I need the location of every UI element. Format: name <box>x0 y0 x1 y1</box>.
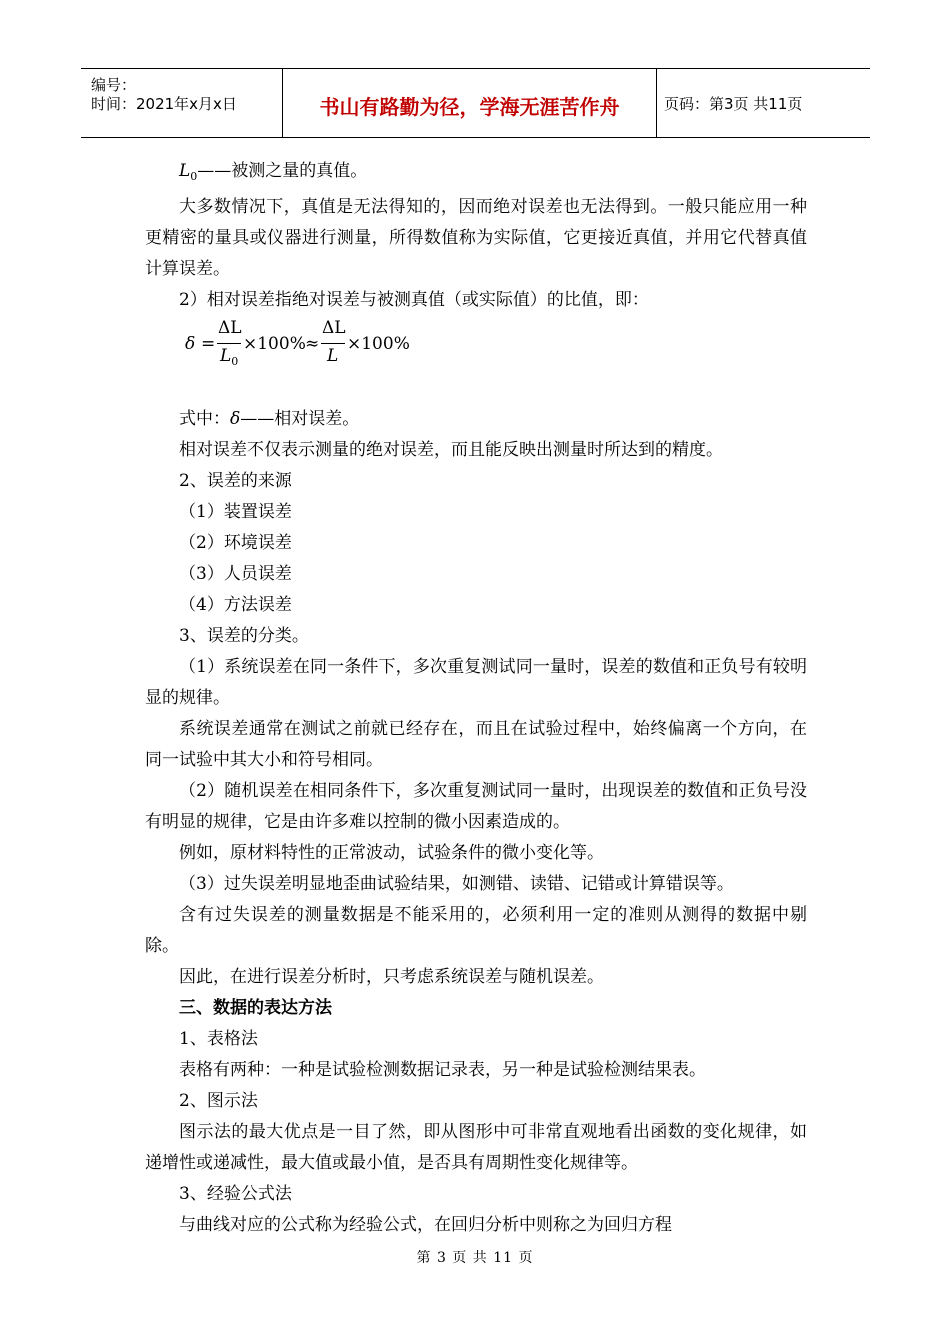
paragraph-gross-error: （3）过失误差明显地歪曲试验结果，如测错、读错、记错或计算错误等。 <box>179 874 734 894</box>
heading-empirical-formula: 3、经验公式法 <box>179 1184 292 1204</box>
formula-denominator-1: $L_0$ <box>220 346 239 368</box>
section-heading-data-expression: 三、数据的表达方法 <box>179 998 332 1018</box>
paragraph-table-method: 表格有两种：一种是试验检测数据记录表，另一种是试验检测结果表。 <box>179 1060 706 1080</box>
paragraph-precision: 相对误差不仅表示测量的绝对误差，而且能反映出测量时所达到的精度。 <box>179 440 723 460</box>
delta-definition: 式中：δ——相对误差。 <box>179 409 360 429</box>
paragraph-random-error: （2）随机误差在相同条件下，多次重复测试同一量时，出现误差的数值和正负号没有明显的规律，它是由许多难以控制的微小因素造成的。 <box>145 781 807 832</box>
header-right-cell <box>656 69 870 137</box>
page-footer: 第 3 页 共 11 页 <box>416 1250 534 1266</box>
formula-numerator-2: ΔL <box>322 318 346 338</box>
formula-numerator-1: ΔL <box>218 318 242 338</box>
header-page-label: 页码：第3页 共11页 <box>664 95 803 113</box>
formula-equals: = <box>201 334 216 354</box>
l0-definition: $L_0——$被测之量的真值。 <box>179 161 368 183</box>
paragraph-graph-method: 图示法的最大优点是一目了然，即从图形中可非常直观地看出函数的变化规律，如递增性或递减性，最大值或最小值，是否具有周期性变化规律等。 <box>145 1122 807 1173</box>
formula-times-1: ×100% <box>243 334 306 354</box>
relative-error-formula <box>145 318 807 374</box>
heading-graph-method: 2、图示法 <box>179 1091 258 1111</box>
paragraph-true-value: 大多数情况下，真值是无法得知的，因而绝对误差也无法得到。一般只能应用一种更精密的量具或仪器进行测量，所得数值称为实际值，它更接近真值，并用它代替真值计算误差。 <box>145 197 807 279</box>
paragraph-relative-error: 2）相对误差指绝对误差与被测真值（或实际值）的比值，即： <box>179 290 649 310</box>
formula-delta: δ <box>185 334 196 354</box>
list-item-device-error: （1）装置误差 <box>179 502 292 522</box>
formula-denominator-2: L <box>327 346 339 366</box>
document-time-label: 时间：2021年x月x日 <box>91 95 237 113</box>
paragraph-error-analysis: 因此，在进行误差分析时，只考虑系统误差与随机误差。 <box>179 967 604 987</box>
formula-fraction-line-2 <box>321 343 345 344</box>
formula-times-2: ×100% <box>347 334 410 354</box>
paragraph-empirical-formula: 与曲线对应的公式称为经验公式，在回归分析中则称之为回归方程 <box>179 1215 672 1235</box>
paragraph-systematic-error: （1）系统误差在同一条件下，多次重复测试同一量时，误差的数值和正负号有较明显的规律。 <box>145 657 807 708</box>
list-item-method-error: （4）方法误差 <box>179 595 292 615</box>
document-number-label: 编号： <box>91 76 137 94</box>
formula-approx: ≈ <box>305 334 320 354</box>
paragraph-random-error-example: 例如，原材料特性的正常波动，试验条件的微小变化等。 <box>179 843 604 863</box>
heading-table-method: 1、表格法 <box>179 1029 258 1049</box>
formula-fraction-line-1 <box>217 343 241 344</box>
page-header <box>81 68 870 138</box>
heading-error-source: 2、误差的来源 <box>179 471 292 491</box>
header-motto: 书山有路勤为径，学海无涯苦作舟 <box>319 95 620 119</box>
list-item-personnel-error: （3）人员误差 <box>179 564 292 584</box>
document-body <box>145 156 807 1241</box>
heading-error-classification: 3、误差的分类。 <box>179 626 309 646</box>
header-left-cell <box>81 69 282 137</box>
header-middle-cell <box>282 69 657 137</box>
paragraph-systematic-error-detail: 系统误差通常在测试之前就已经存在，而且在试验过程中，始终偏离一个方向，在同一试验中其大小和符号相同。 <box>145 719 807 770</box>
list-item-environment-error: （2）环境误差 <box>179 533 292 553</box>
paragraph-gross-error-detail: 含有过失误差的测量数据是不能采用的，必须利用一定的准则从测得的数据中剔除。 <box>145 905 807 956</box>
